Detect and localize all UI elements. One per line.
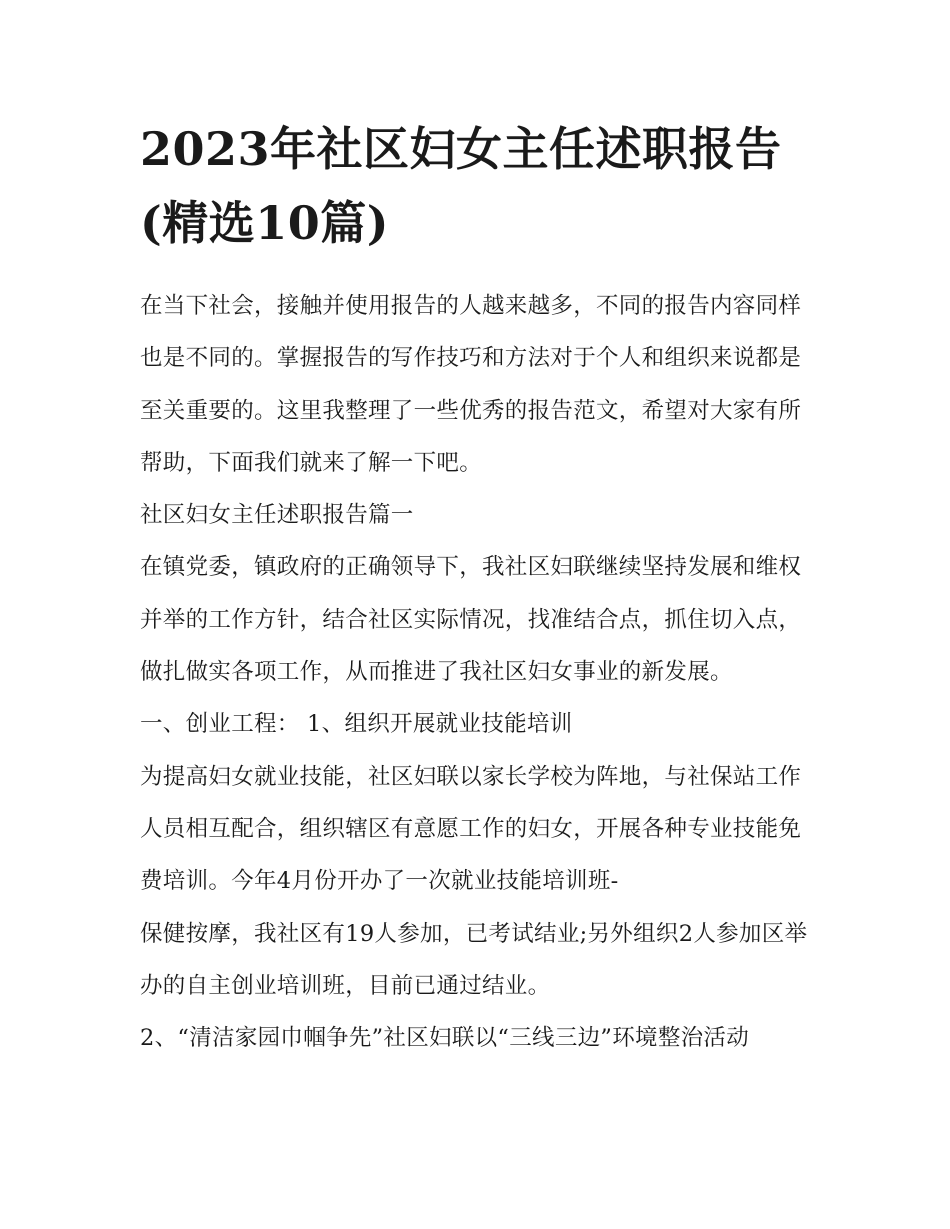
subsection-heading: 一、创业工程： 1、组织开展就业技能培训 [140,711,573,738]
document-title: 2023年社区妇女主任述职报告(精选10篇) [140,122,782,250]
body-paragraph: 保健按摩，我社区有19人参加，已考试结业;另外组织2人参加区举办的自主创业培训班，目前已通过结业。 [140,920,808,999]
document-body [140,280,820,1064]
body-paragraph: 为提高妇女就业技能，社区妇联以家长学校为阵地，与社保站工作人员相互配合，组织辖区有意愿工作的妇女，开展各种专业技能免费培训。今年4月份开办了一次就业技能培训班- [140,763,802,895]
body-paragraph: 在镇党委，镇政府的正确领导下，我社区妇联继续坚持发展和维权并举的工作方针，结合社区实际情况，找准结合点，抓住切入点，做扎做实各项工作，从而推进了我社区妇女事业的新发展。 [140,554,802,686]
document-page [140,112,820,1064]
section-heading: 社区妇女主任述职报告篇一 [140,502,414,529]
body-paragraph: 2、“清洁家园巾帼争先”社区妇联以“三线三边”环境整治活动 [140,1025,750,1052]
intro-paragraph: 在当下社会，接触并使用报告的人越来越多，不同的报告内容同样也是不同的。掌握报告的写作技巧和方法对于个人和组织来说都是至关重要的。这里我整理了一些优秀的报告范文，希望对大家有所帮助，下面我们就来了解一下吧。 [140,293,802,476]
